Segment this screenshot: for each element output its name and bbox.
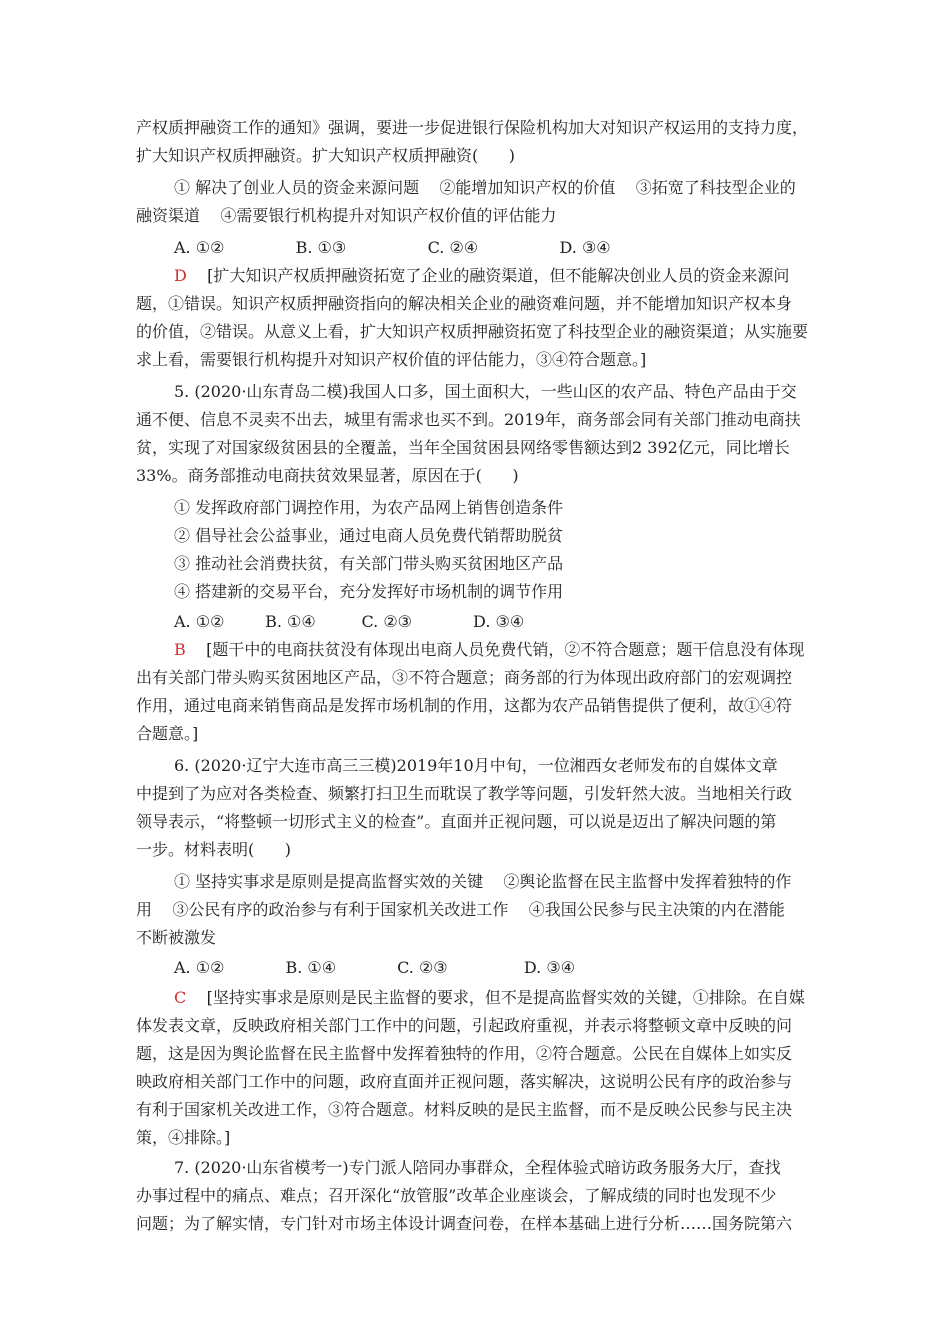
q7-stem-line-1: 7. (2020·山东省模考一)专门派人陪同办事群众，全程体验式暗访政务服务大厅，查找 bbox=[174, 1158, 781, 1177]
q5-explanation-line-2: 出有关部门带头购买贫困地区产品，③不符合题意；商务部的行为体现出政府部门的宏观调控 bbox=[136, 668, 793, 687]
q6-choices: A. ①② B. ①④ C. ②③ D. ③④ bbox=[174, 958, 576, 977]
q6-options-line-2: 用 ③公民有序的政治参与有利于国家机关改进工作 ④我国公民参与民主决策的内在潜能 bbox=[136, 900, 785, 919]
q5-choices: A. ①② B. ①④ C. ②③ D. ③④ bbox=[174, 612, 525, 631]
q4-options-line-2: 融资渠道 ④需要银行机构提升对知识产权价值的评估能力 bbox=[136, 206, 557, 225]
q6-stem-line-3: 领导表示，“将整顿一切形式主义的检查”。直面并正视问题，可以说是迈出了解决问题的第 bbox=[136, 812, 777, 831]
q5-option-2: ② 倡导社会公益事业，通过电商人员免费代销帮助脱贫 bbox=[174, 526, 564, 545]
q4-explanation-line-2: 题，①错误。知识产权质押融资指向的解决相关企业的融资难问题，并不能增加知识产权本身 bbox=[136, 294, 793, 313]
q5-stem-line-3: 贫，实现了对国家级贫困县的全覆盖，当年全国贫困县网络零售额达到2 392亿元，同比增长 bbox=[136, 438, 790, 457]
q4-explanation-line-3: 的价值，②错误。从意义上看，扩大知识产权质押融资拓宽了科技型企业的融资渠道；从实施要 bbox=[136, 322, 809, 341]
q6-options-line-1: ① 坚持实事求是原则是提高监督实效的关键 ②舆论监督在民主监督中发挥着独特的作 bbox=[174, 872, 792, 891]
q4-explanation-text: [扩大知识产权质押融资拓宽了企业的融资渠道，但不能解决创业人员的资金来源问 bbox=[186, 266, 790, 285]
q7-stem-line-2: 办事过程中的痛点、难点；召开深化“放管服”改革企业座谈会，了解成绩的同时也发现不少 bbox=[136, 1186, 777, 1205]
q5-stem-line-1: 5. (2020·山东青岛二模)我国人口多，国土面积大，一些山区的农产品、特色产品由于交 bbox=[174, 382, 797, 401]
q6-stem-line-4: 一步。材料表明( ) bbox=[136, 840, 292, 859]
q6-explanation-line-3: 题，这是因为舆论监督在民主监督中发挥着独特的作用，②符合题意。公民在自媒体上如实反 bbox=[136, 1044, 793, 1063]
q6-options-line-3: 不断被激发 bbox=[136, 928, 217, 947]
q5-answer-letter: B bbox=[174, 640, 186, 659]
q4-options-line-1: ① 解决了创业人员的资金来源问题 ②能增加知识产权的价值 ③拓宽了科技型企业的 bbox=[174, 178, 796, 197]
q5-option-4: ④ 搭建新的交易平台，充分发挥好市场机制的调节作用 bbox=[174, 582, 564, 601]
q5-explanation-line-3: 作用，通过电商来销售商品是发挥市场机制的作用，这都为农产品销售提供了便利，故①④符 bbox=[136, 696, 793, 715]
q5-option-1: ① 发挥政府部门调控作用，为农产品网上销售创造条件 bbox=[174, 498, 564, 517]
q4-stem-line-2: 扩大知识产权质押融资。扩大知识产权质押融资( ) bbox=[136, 146, 516, 165]
q4-explanation-line-4: 求上看，需要银行机构提升对知识产权价值的评估能力，③④符合题意。] bbox=[136, 350, 647, 369]
q6-explanation-text: [坚持实事求是原则是民主监督的要求，但不是提高监督实效的关键，①排除。在自媒 bbox=[186, 988, 805, 1007]
q6-answer-letter: C bbox=[174, 988, 187, 1007]
q4-answer-letter: D bbox=[174, 266, 187, 285]
q4-stem-line-1: 产权质押融资工作的通知》强调，要进一步促进银行保险机构加大对知识产权运用的支持力度， bbox=[136, 118, 809, 137]
q6-explanation-line-1 bbox=[174, 984, 805, 1012]
q6-explanation-line-2: 体发表文章，反映政府相关部门工作中的问题，引起政府重视，并表示将整顿文章中反映的问 bbox=[136, 1016, 793, 1035]
q6-explanation-line-5: 有利于国家机关改进工作，③符合题意。材料反映的是民主监督，而不是反映公民参与民主决 bbox=[136, 1100, 793, 1119]
q5-option-3: ③ 推动社会消费扶贫，有关部门带头购买贫困地区产品 bbox=[174, 554, 564, 573]
q5-stem-line-4: 33%。商务部推动电商扶贫效果显著，原因在于( ) bbox=[136, 466, 519, 485]
q6-explanation-line-6: 策，④排除。] bbox=[136, 1128, 231, 1147]
q6-stem-line-2: 中提到了为应对各类检查、频繁打扫卫生而耽误了教学等问题，引发轩然大波。当地相关行政 bbox=[136, 784, 793, 803]
q7-stem-line-3: 问题；为了解实情，专门针对市场主体设计调查问卷，在样本基础上进行分析……国务院第六 bbox=[136, 1214, 793, 1233]
q6-stem-line-1: 6. (2020·辽宁大连市高三三模)2019年10月中旬，一位湘西女老师发布的自媒体文章 bbox=[174, 756, 778, 775]
q5-explanation-line-4: 合题意。] bbox=[136, 724, 199, 743]
q5-explanation-line-1 bbox=[174, 636, 804, 664]
q4-explanation-line-1 bbox=[174, 262, 789, 290]
q4-choices: A. ①② B. ①③ C. ②④ D. ③④ bbox=[174, 238, 611, 257]
q5-explanation-text: [题干中的电商扶贫没有体现出电商人员免费代销，②不符合题意；题干信息没有体现 bbox=[185, 640, 805, 659]
q6-explanation-line-4: 映政府相关部门工作中的问题，政府直面并正视问题，落实解决，这说明公民有序的政治参与 bbox=[136, 1072, 793, 1091]
q5-stem-line-2: 通不便、信息不灵卖不出去，城里有需求也买不到。2019年，商务部会同有关部门推动电商扶 bbox=[136, 410, 801, 429]
